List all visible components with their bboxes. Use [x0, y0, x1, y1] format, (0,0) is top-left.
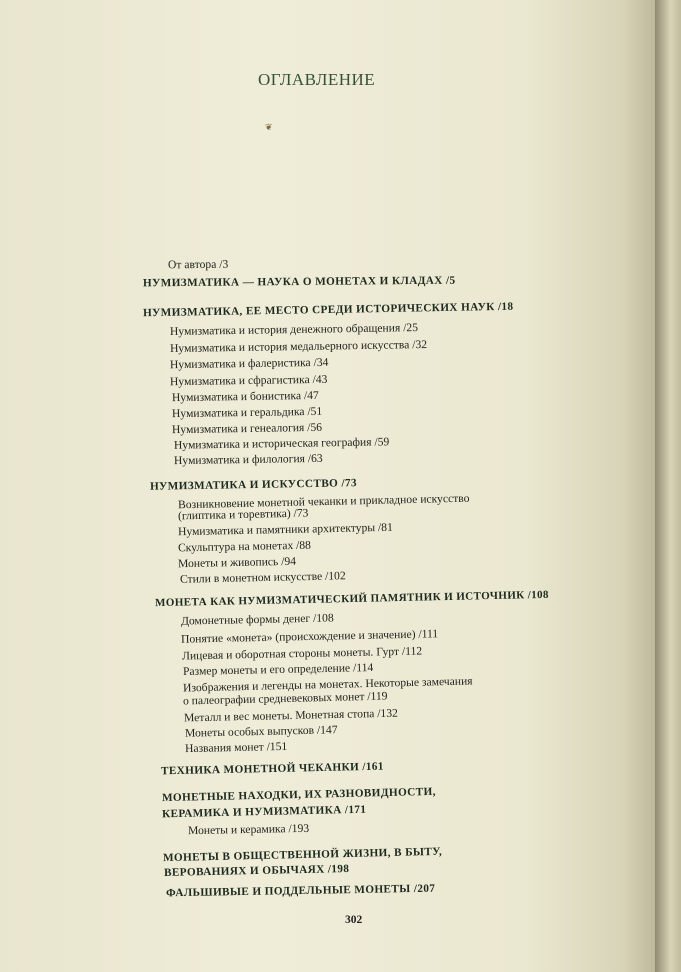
- toc-entry: От автора /3: [167, 257, 229, 272]
- toc-entry: Размер монеты и его определение /114: [182, 661, 374, 678]
- toc-entry: Металл и вес монеты. Монетная стопа /132: [183, 706, 398, 725]
- toc-section: КЕРАМИКА И НУМИЗМАТИКА /171: [161, 803, 367, 821]
- toc-entry: Нумизматика и фалеристика /34: [169, 355, 329, 372]
- toc-entry: Стили в монетном искусстве /102: [179, 569, 346, 586]
- toc-entry: Нумизматика и геральдика /51: [171, 404, 323, 421]
- toc-section: МОНЕТЫ В ОБЩЕСТВЕННОЙ ЖИЗНИ, В БЫТУ,: [162, 845, 443, 865]
- toc-entry: Скульптура на монетах /88: [177, 538, 312, 555]
- toc-section: ВЕРОВАНИЯХ И ОБЫЧАЯХ /198: [163, 863, 350, 879]
- toc-section: НУМИЗМАТИКА И ИСКУССТВО /73: [149, 477, 358, 493]
- toc-entry: Монеты особых выпусков /147: [184, 723, 338, 740]
- toc-entry: Нумизматика и история денежного обращения /25: [169, 321, 419, 338]
- toc-entry: Нумизматика и памятники архитектуры /81: [177, 520, 393, 539]
- toc-entry: Нумизматика и историческая география /59: [173, 435, 390, 452]
- toc-section: НУМИЗМАТИКА — НАУКА О МОНЕТАХ И КЛАДАХ /5: [142, 274, 456, 290]
- toc-entry: Лицевая и оборотная стороны монеты. Гурт /112: [181, 644, 423, 663]
- toc-entry: Нумизматика и бонистика /47: [171, 388, 319, 405]
- toc-entry: Нумизматика и история медальерного искусства /32: [169, 337, 428, 356]
- toc-section: ТЕХНИКА МОНЕТНОЙ ЧЕКАНКИ /161: [160, 760, 384, 778]
- toc-entry: Монеты и живопись /94: [177, 554, 297, 571]
- toc-section: МОНЕТА КАК НУМИЗМАТИЧЕСКИЙ ПАМЯТНИК И ИСТОЧНИК /108: [154, 588, 550, 610]
- toc-entry: (глиптика и торевтика) /73: [177, 506, 309, 523]
- toc-entry: Изображения и легенды на монетах. Некоторые замечания: [182, 674, 473, 695]
- toc-section: ФАЛЬШИВЫЕ И ПОДДЕЛЬНЫЕ МОНЕТЫ /207: [165, 882, 436, 900]
- page-title: ОГЛАВЛЕНИЕ: [258, 70, 376, 89]
- ornament-icon: ❦: [265, 122, 273, 132]
- toc-entry: Нумизматика и генеалогия /56: [171, 420, 323, 437]
- toc-entry: Возникновение монетной чеканки и прикладное искусство: [177, 491, 470, 512]
- page-number: 302: [345, 914, 363, 926]
- toc-section: НУМИЗМАТИКА, ЕЕ МЕСТО СРЕДИ ИСТОРИЧЕСКИХ НАУК /18: [142, 300, 514, 320]
- toc-entry: о палеографии средневековых монет /119: [182, 689, 388, 708]
- toc-section: МОНЕТНЫЕ НАХОДКИ, ИХ РАЗНОВИДНОСТИ,: [161, 785, 437, 805]
- toc-entry: Нумизматика и филология /63: [173, 451, 323, 468]
- toc-entry: Нумизматика и сфрагистика /43: [169, 372, 328, 389]
- toc-entry: Монеты и керамика /193: [187, 821, 310, 838]
- book-spine-shadow: [655, 0, 681, 972]
- toc-entry: Названия монет /151: [184, 739, 288, 756]
- toc-entry: Понятие «монета» (происхождение и значение) /111: [180, 627, 439, 646]
- toc-entry: Домонетные формы денег /108: [180, 611, 334, 628]
